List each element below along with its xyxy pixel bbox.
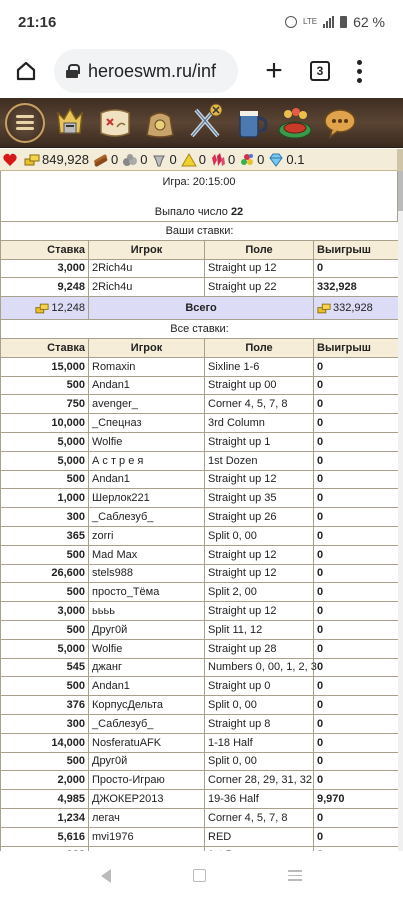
win-cell: 0 [314,696,399,715]
player-link[interactable]: Andan1 [89,677,205,696]
map-scroll-button[interactable] [94,102,136,144]
total-bet-cell [1,297,89,320]
total-win-cell [314,297,399,320]
helmet-icon [50,103,90,143]
bet-cell: 545 [1,658,89,677]
win-cell: 0 [314,395,399,414]
table-row [1,564,399,583]
inventory-bag-button[interactable] [139,102,181,144]
bet-cell: 376 [1,696,89,715]
win-cell: 0 [314,658,399,677]
win-cell: 0 [314,733,399,752]
table-row [1,470,399,489]
your-bets-rows [1,259,399,297]
player-link[interactable]: avenger_ [89,395,205,414]
win-cell: 0 [314,357,399,376]
player-link[interactable]: Друг0й [89,752,205,771]
wood-resource [93,152,118,168]
battles-swords-button[interactable] [184,102,226,144]
win-cell: 0 [314,808,399,827]
signal-icon [323,16,334,28]
hero-helmet-button[interactable] [49,102,91,144]
all-bets-header [1,338,399,357]
diamonds-amount: 0.1 [286,152,305,167]
win-cell: 0 [314,259,399,278]
bet-cell: 10,000 [1,414,89,433]
your-bets-table [0,221,399,865]
table-row [1,808,399,827]
col-field: Поле [205,338,314,357]
field-cell: Straight up 12 [205,545,314,564]
field-cell: Sixline 1-6 [205,357,314,376]
table-row [1,696,399,715]
player-link[interactable]: 2Rich4u [89,259,205,278]
ore-resource [122,152,147,168]
field-cell: Straight up 12 [205,259,314,278]
new-tab-button[interactable]: + [265,54,283,87]
chat-icon [320,103,360,143]
table-row [1,714,399,733]
win-cell: 0 [314,432,399,451]
result-line [1,203,397,221]
col-bet: Ставка [1,240,89,259]
field-cell: Corner 4, 5, 7, 8 [205,395,314,414]
sulfur-amount: 0 [198,152,206,167]
address-bar[interactable] [54,49,238,93]
bet-cell: 3,000 [1,259,89,278]
result-label: Выпало число [154,206,228,218]
player-link[interactable]: Wolfie [89,432,205,451]
bet-cell: 14,000 [1,733,89,752]
roulette-results [0,171,403,851]
ore-icon [122,152,138,168]
field-cell: Split 0, 00 [205,752,314,771]
game-navigation [0,98,403,148]
bet-cell: 26,600 [1,564,89,583]
table-row [1,526,399,545]
menu-icon [5,103,45,143]
gems-amount: 0 [257,152,265,167]
all-bets-rows [1,357,399,865]
bet-cell: 1,000 [1,489,89,508]
win-cell: 0 [314,771,399,790]
field-cell: Straight up 12 [205,602,314,621]
player-link[interactable]: 2Rich4u [89,278,205,297]
win-cell: 0 [314,620,399,639]
bet-cell: 750 [1,395,89,414]
player-link[interactable]: просто_Тёма [89,583,205,602]
table-row [1,620,399,639]
diamond-icon [268,152,284,168]
gems-resource [239,152,264,168]
player-link[interactable]: Wolfie [89,639,205,658]
battery-level: 62 % [353,14,385,30]
android-navigation-bar [0,851,403,900]
player-link[interactable]: ьььь [89,602,205,621]
table-row [1,508,399,527]
field-cell: Corner 4, 5, 7, 8 [205,808,314,827]
player-link[interactable]: Друг0й [89,620,205,639]
win-cell: 0 [314,714,399,733]
your-bets-title: Ваши ставки: [1,222,399,241]
table-row [1,583,399,602]
diamonds-resource [268,152,304,168]
total-win: 332,928 [333,302,373,315]
field-cell: Split 2, 00 [205,583,314,602]
map-icon [95,103,135,143]
sulfur-resource [181,152,206,168]
field-cell: Straight up 22 [205,278,314,297]
win-cell: 0 [314,508,399,527]
bet-cell: 500 [1,545,89,564]
gold-amount: 849,928 [42,152,89,167]
field-cell: Straight up 12 [205,564,314,583]
table-row [1,451,399,470]
player-link[interactable]: А с т р е я [89,451,205,470]
resource-scrollbar[interactable] [397,149,403,171]
field-cell: Straight up 1 [205,432,314,451]
win-cell: 0 [314,376,399,395]
wood-icon [93,152,109,168]
status-icons [285,14,385,30]
gold-resource [24,152,89,168]
status-time: 21:16 [18,13,57,31]
lock-icon [66,64,78,78]
table-row [1,771,399,790]
ore-amount: 0 [140,152,148,167]
table-row [1,752,399,771]
win-cell: 0 [314,545,399,564]
field-cell: Split 0, 00 [205,696,314,715]
table-row [1,357,399,376]
bet-cell: 2,000 [1,771,89,790]
field-cell: Split 11, 12 [205,620,314,639]
bet-cell: 365 [1,526,89,545]
status-bar [0,0,403,44]
browser-menu-button[interactable] [356,60,362,83]
bet-cell: 300 [1,714,89,733]
bet-cell: 500 [1,376,89,395]
chat-button[interactable] [319,102,361,144]
gold-icon [317,303,331,314]
win-cell: 0 [314,489,399,508]
field-cell: 1st Dozen [205,451,314,470]
heart-icon [2,152,18,168]
wood-amount: 0 [111,152,119,167]
table-row [1,733,399,752]
page-scrollbar[interactable] [398,171,403,851]
col-win: Выигрыш [314,240,399,259]
mercury-resource [151,152,176,168]
table-row [1,677,399,696]
player-link[interactable]: stels988 [89,564,205,583]
win-cell: 332,928 [314,278,399,297]
browser-toolbar [0,44,403,98]
table-row [1,489,399,508]
gems-icon [239,152,255,168]
roulette-button[interactable] [274,102,316,144]
col-win: Выигрыш [314,338,399,357]
bet-cell: 4,985 [1,790,89,809]
field-cell: Straight up 28 [205,639,314,658]
game-info [0,171,398,221]
bet-cell: 500 [1,470,89,489]
player-link[interactable]: Просто-Играю [89,771,205,790]
mug-icon [230,103,270,143]
crystal-icon [210,152,226,168]
win-cell: 0 [314,639,399,658]
player-link[interactable]: Шерлок221 [89,489,205,508]
field-cell: Straight up 35 [205,489,314,508]
your-bets-total [1,297,399,320]
bag-icon [140,103,180,143]
win-cell: 0 [314,451,399,470]
player-link[interactable]: джанг [89,658,205,677]
bet-cell: 15,000 [1,357,89,376]
alarm-icon [285,16,297,28]
resource-bar [0,149,403,171]
game-time: Игра: 20:15:00 [162,176,236,188]
home-button[interactable] [10,55,42,87]
result-number: 22 [230,206,244,218]
win-cell: 0 [314,677,399,696]
mercury-icon [151,152,167,168]
table-row [1,639,399,658]
bet-cell: 500 [1,620,89,639]
table-row [1,790,399,809]
swords-icon [184,102,226,144]
sulfur-icon [181,152,197,168]
win-cell: 0 [314,414,399,433]
table-row [1,432,399,451]
player-link[interactable]: NosferatuAFK [89,733,205,752]
win-cell: 0 [314,583,399,602]
bet-cell: 500 [1,583,89,602]
bet-cell: 5,616 [1,827,89,846]
total-label: Всего [89,297,314,320]
player-link[interactable]: mvi1976 [89,827,205,846]
your-bets-title-row [1,222,399,241]
field-cell: Straight up 00 [205,376,314,395]
win-cell: 0 [314,602,399,621]
table-row [1,259,399,278]
bet-cell: 3,000 [1,602,89,621]
table-row [1,658,399,677]
crystals-amount: 0 [227,152,236,167]
gold-icon [35,303,49,314]
table-row [1,545,399,564]
field-cell: 1-18 Half [205,733,314,752]
health-resource [2,152,20,168]
recents-button[interactable] [288,870,302,881]
all-bets-title-row [1,320,399,339]
field-cell: Straight up 26 [205,508,314,527]
win-cell: 9,970 [314,790,399,809]
home-nav-button[interactable] [193,869,206,882]
url-text: heroeswm.ru/inf [88,60,217,81]
field-cell: 19-36 Half [205,790,314,809]
bet-cell: 300 [1,508,89,527]
field-cell: 3rd Column [205,414,314,433]
table-row [1,278,399,297]
table-row [1,414,399,433]
win-cell: 0 [314,827,399,846]
back-button[interactable] [101,869,111,883]
tavern-mug-button[interactable] [229,102,271,144]
mercury-amount: 0 [169,152,177,167]
tab-switcher-button[interactable]: 3 [310,61,330,81]
field-cell: Straight up 0 [205,677,314,696]
field-cell: Numbers 0, 00, 1, 2, 3 [205,658,314,677]
col-player: Игрок [89,240,205,259]
bet-cell: 9,248 [1,278,89,297]
field-cell: Corner 28, 29, 31, 32 [205,771,314,790]
bet-cell: 5,000 [1,432,89,451]
bet-cell: 5,000 [1,639,89,658]
player-link[interactable]: _Спецназ [89,414,205,433]
roulette-icon [274,102,316,144]
field-cell: Straight up 12 [205,470,314,489]
player-link[interactable]: _Саблезуб_ [89,714,205,733]
bet-cell: 5,000 [1,451,89,470]
network-type: LTE [303,17,318,26]
win-cell: 0 [314,564,399,583]
player-link[interactable]: _Саблезуб_ [89,508,205,527]
col-bet: Ставка [1,338,89,357]
player-link[interactable]: Mad Max [89,545,205,564]
player-link[interactable]: легач [89,808,205,827]
win-cell: 0 [314,752,399,771]
win-cell: 0 [314,470,399,489]
player-link[interactable]: КорпусДельта [89,696,205,715]
table-row [1,602,399,621]
player-link[interactable]: Romaxin [89,357,205,376]
col-field: Поле [205,240,314,259]
home-icon [15,60,37,82]
crystals-resource [210,152,235,168]
field-cell: Straight up 8 [205,714,314,733]
bet-cell: 500 [1,677,89,696]
col-player: Игрок [89,338,205,357]
player-link[interactable]: Andan1 [89,470,205,489]
your-bets-header [1,240,399,259]
field-cell: Split 0, 00 [205,526,314,545]
main-menu-button[interactable] [4,102,46,144]
table-row [1,376,399,395]
battery-icon [340,16,347,28]
bet-cell: 500 [1,752,89,771]
bet-cell: 1,234 [1,808,89,827]
total-bet: 12,248 [51,302,85,315]
table-row [1,395,399,414]
player-link[interactable]: Andan1 [89,376,205,395]
win-cell: 0 [314,526,399,545]
field-cell: RED [205,827,314,846]
all-bets-title: Все ставки: [1,320,399,339]
player-link[interactable]: ДЖОКЕР2013 [89,790,205,809]
table-row [1,827,399,846]
player-link[interactable]: zorri [89,526,205,545]
gold-icon [24,152,40,168]
